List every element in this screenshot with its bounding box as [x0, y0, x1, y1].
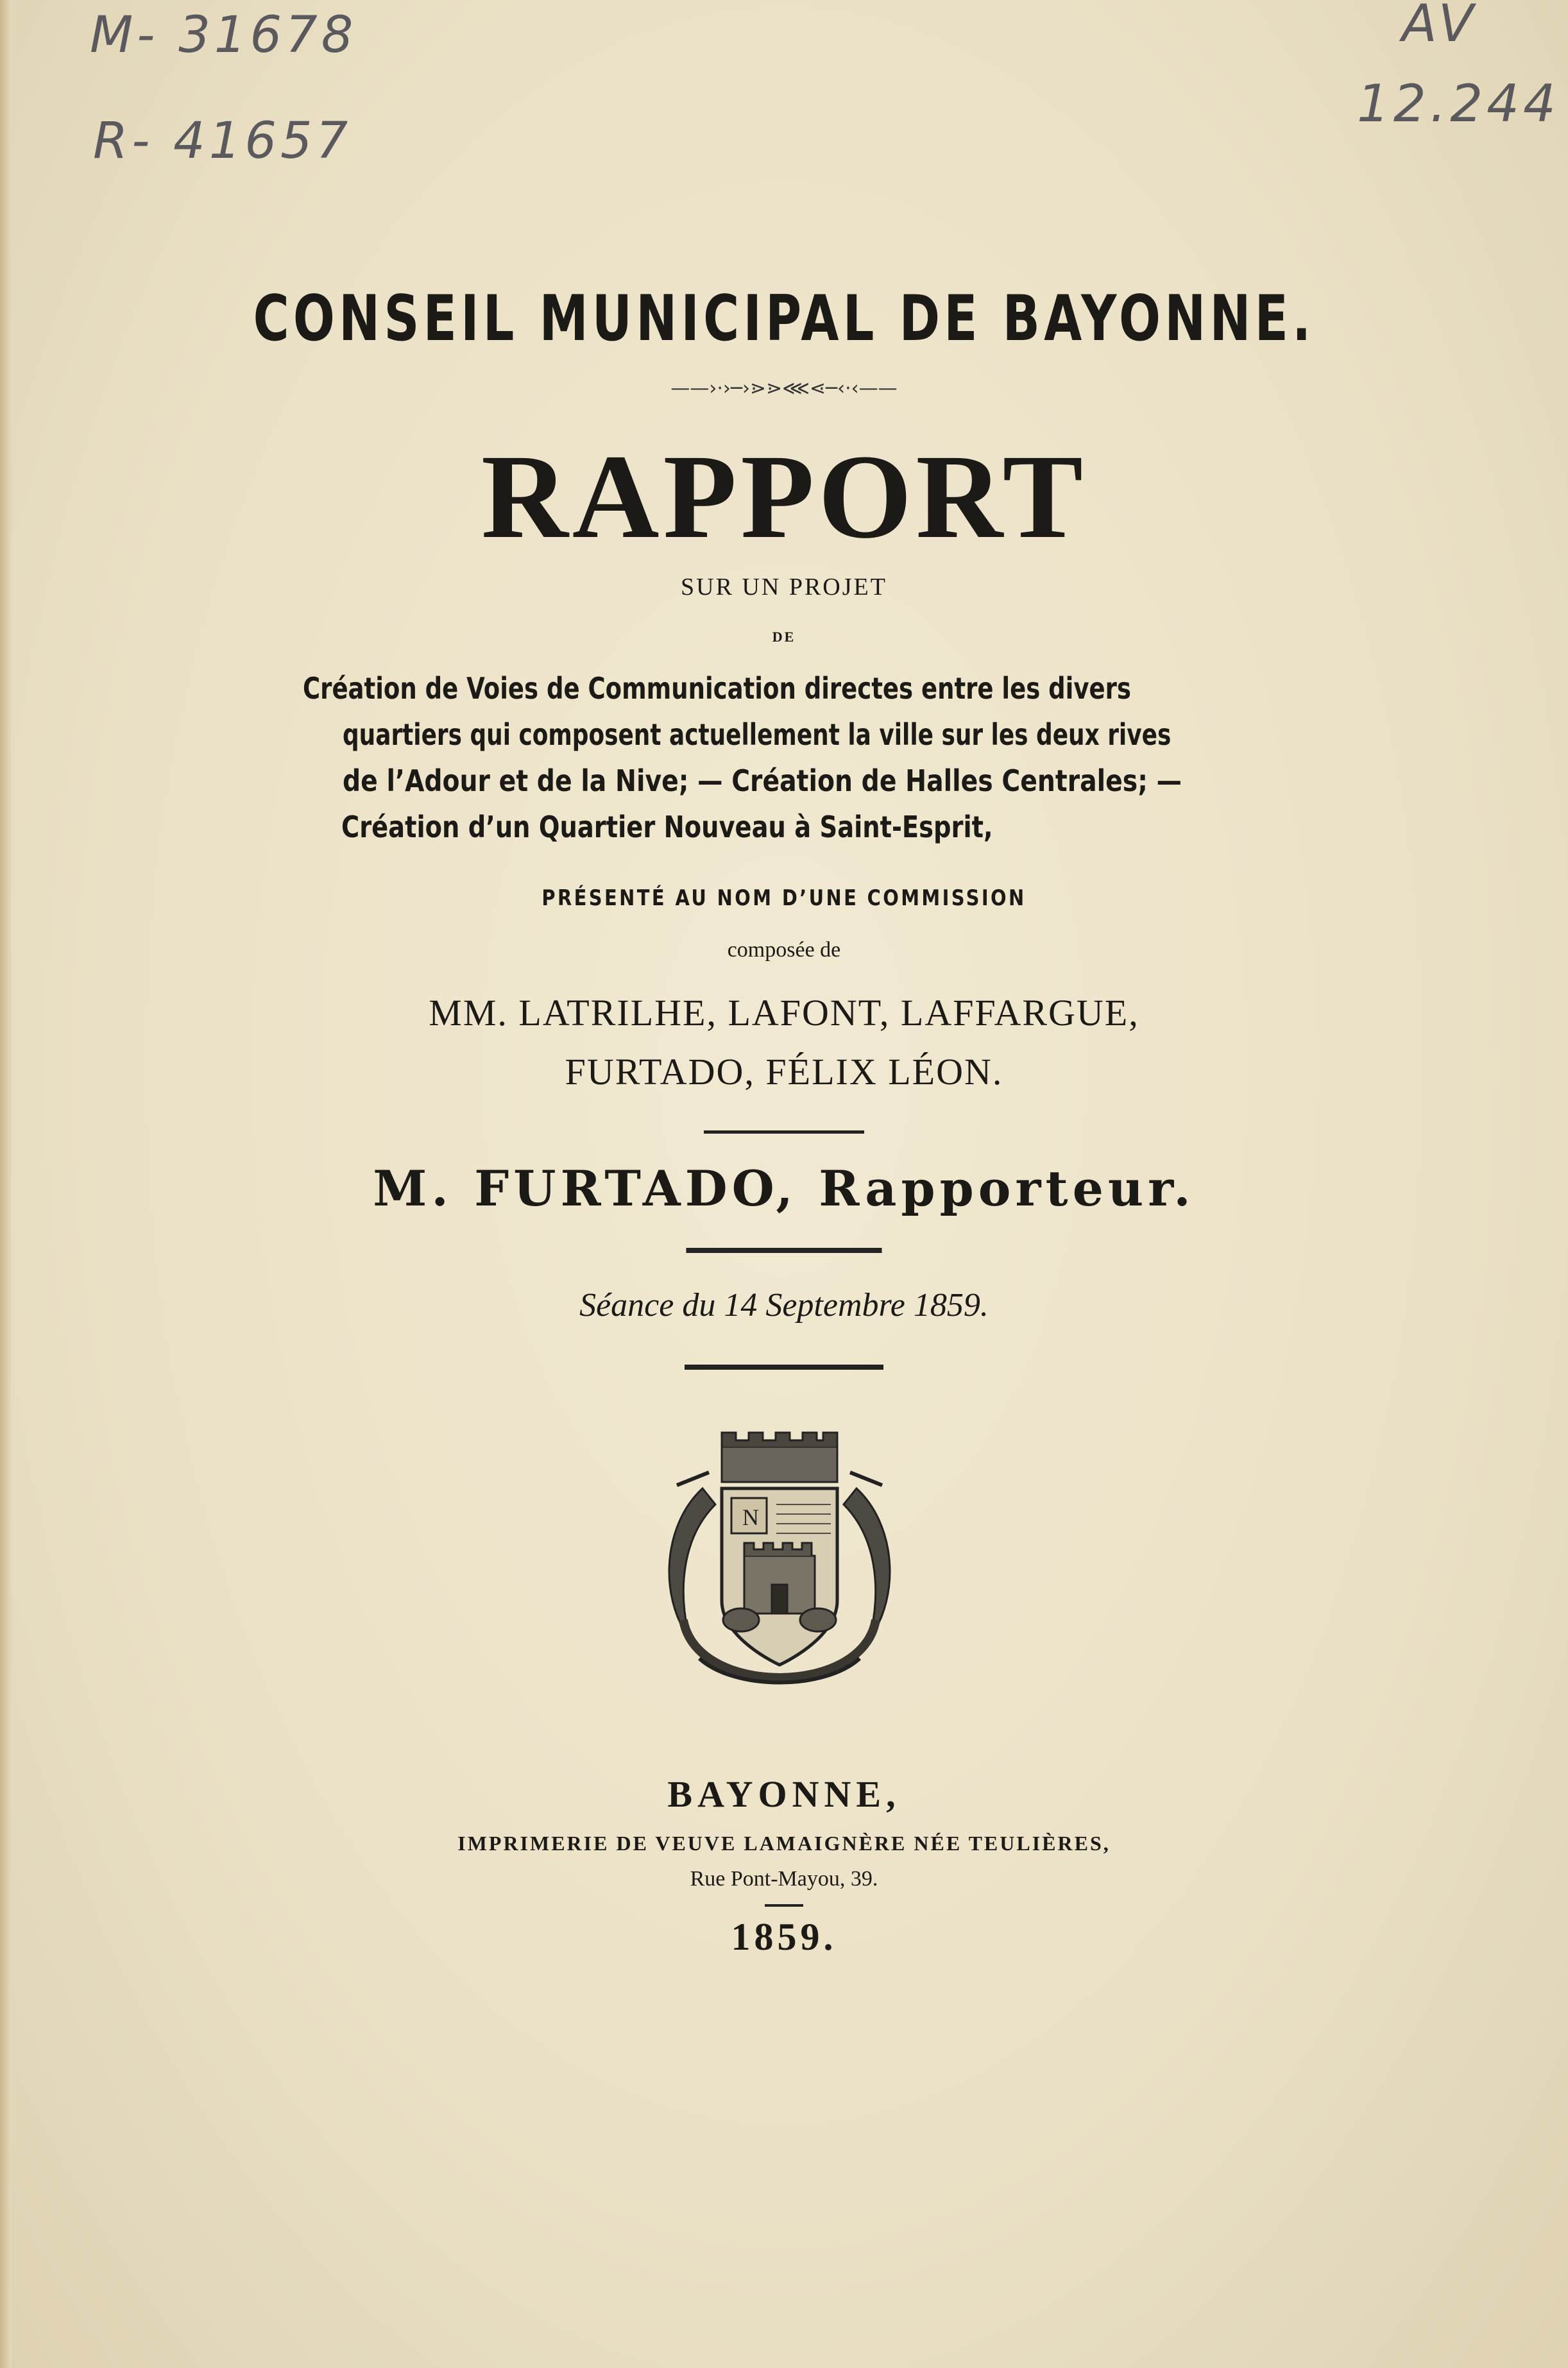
presented-line: PRÉSENTÉ AU NOM D’UNE COMMISSION — [541, 885, 1027, 911]
seance-date: Séance du 14 Septembre 1859. — [579, 1287, 989, 1324]
composed-line: composée de — [727, 938, 841, 962]
handwritten-mark-right-2: 12.244 — [1357, 74, 1560, 133]
rapporteur-line: M. FURTADO, Rapporteur. — [373, 1160, 1195, 1217]
body-line-4: Création d’un Quartier Nouveau à Saint-Esprit, — [341, 810, 993, 844]
handwritten-shelfmark-2: R- 41657 — [93, 112, 352, 170]
body-line-2: quartiers qui composent actuellement la ville sur les deux rives — [343, 717, 1172, 752]
members-line-1: MM. LATRILHE, LAFONT, LAFFARGUE, — [429, 992, 1139, 1034]
handwritten-mark-right-1: AV — [1402, 0, 1478, 53]
imprint-address: Rue Pont-Mayou, 39. — [690, 1867, 878, 1891]
svg-text:N: N — [742, 1504, 759, 1530]
divider-rule-1 — [704, 1130, 864, 1134]
ornament-divider: ——›·›─›⋗⋗⋘⋖─‹·‹—— — [670, 377, 898, 400]
imprint-year: 1859. — [731, 1916, 837, 1958]
handwritten-shelfmark-1: M- 31678 — [90, 6, 357, 64]
divider-rule-2 — [686, 1248, 882, 1253]
council-heading: CONSEIL MUNICIPAL DE BAYONNE. — [253, 282, 1315, 355]
subtitle-project: SUR UN PROJET — [681, 574, 887, 601]
imprint-printer: IMPRIMERIE DE VEUVE LAMAIGNÈRE NÉE TEULIÈRES, — [457, 1832, 1111, 1855]
bayonne-coat-of-arms-engraving — [638, 1427, 921, 1723]
body-line-3: de l’Adour et de la Nive; — Création de Halles Centrales; — — [343, 763, 1182, 798]
report-title: RAPPORT — [481, 429, 1087, 563]
imprint-city: BAYONNE, — [667, 1773, 901, 1815]
members-line-2: FURTADO, FÉLIX LÉON. — [565, 1051, 1003, 1093]
body-line-1: Création de Voies de Communication directes entre les divers — [303, 671, 1131, 706]
subtitle-de: DE — [772, 629, 796, 645]
divider-rule-3 — [685, 1365, 883, 1370]
year-rule — [765, 1904, 803, 1907]
